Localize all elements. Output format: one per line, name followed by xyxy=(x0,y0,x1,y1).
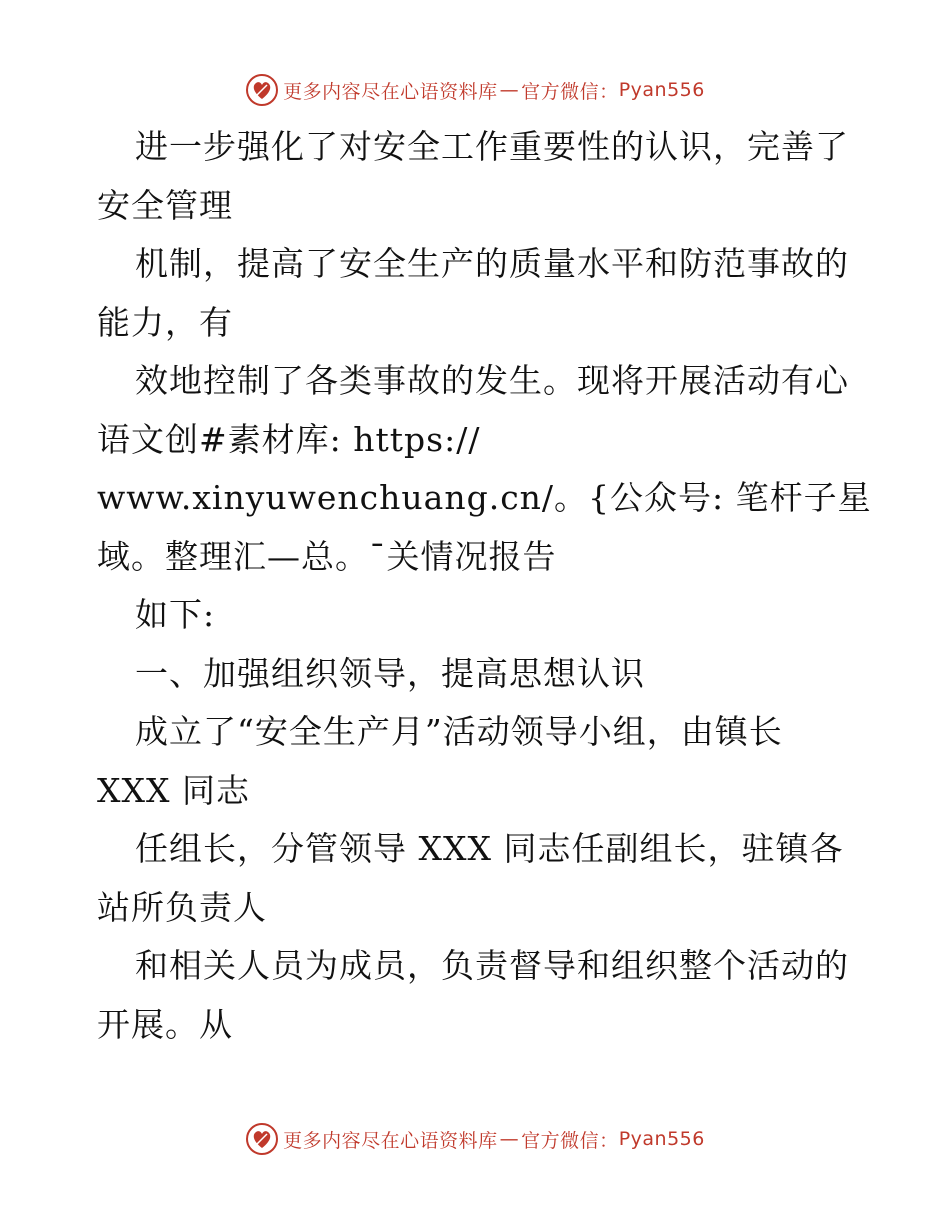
banner-wechat-label: 官方微信： xyxy=(521,80,619,103)
paragraph-line: 站所负责人 xyxy=(97,887,267,927)
footer-watermark-banner xyxy=(0,1119,950,1159)
paragraph-line: 能力，有 xyxy=(97,302,233,342)
paragraph-line: 成立了“安全生产月”活动领导小组，由镇长 xyxy=(135,712,783,751)
banner-wechat-handle: Pyan556 xyxy=(618,1128,705,1150)
banner-brand-text: 更多内容尽在心语资料库 xyxy=(283,80,498,103)
banner-wechat-label: 官方微信： xyxy=(521,1129,619,1152)
paragraph-line: www.xinyuwenchuang.cn/。{公众号: 笔杆子星 xyxy=(97,478,872,517)
paragraph-line: 语文创#素材库: https:// xyxy=(97,419,481,459)
banner-dash: — xyxy=(499,79,520,101)
paragraph-line: 安全管理 xyxy=(97,185,233,225)
header-watermark-banner xyxy=(0,70,950,110)
paragraph-line: 进一步强化了对安全工作重要性的认识，完善了 xyxy=(135,127,849,166)
paragraph-line: 和相关人员为成员，负责督导和组织整个活动的 xyxy=(135,946,849,985)
paragraph-line: 域。整理汇—总。¯关情况报告 xyxy=(97,536,557,576)
paragraph-line: 如下: xyxy=(135,595,216,634)
paragraph-line: 任组长，分管领导 XXX 同志任副组长，驻镇各 xyxy=(135,829,844,868)
banner-brand-text: 更多内容尽在心语资料库 xyxy=(283,1129,498,1152)
paragraph-line: 效地控制了各类事故的发生。现将开展活动有心 xyxy=(135,361,849,400)
paragraph-line: XXX 同志 xyxy=(97,770,250,810)
document-body xyxy=(97,118,872,1054)
paragraph-line: 机制，提高了安全生产的质量水平和防范事故的 xyxy=(135,244,849,283)
banner-wechat-handle: Pyan556 xyxy=(618,79,705,101)
heart-logo-icon xyxy=(245,1122,279,1156)
heart-logo-icon xyxy=(245,73,279,107)
section-heading: 一、加强组织领导，提高思想认识 xyxy=(135,653,645,693)
banner-dash: — xyxy=(499,1128,520,1150)
paragraph-line: 开展。从 xyxy=(97,1004,233,1044)
